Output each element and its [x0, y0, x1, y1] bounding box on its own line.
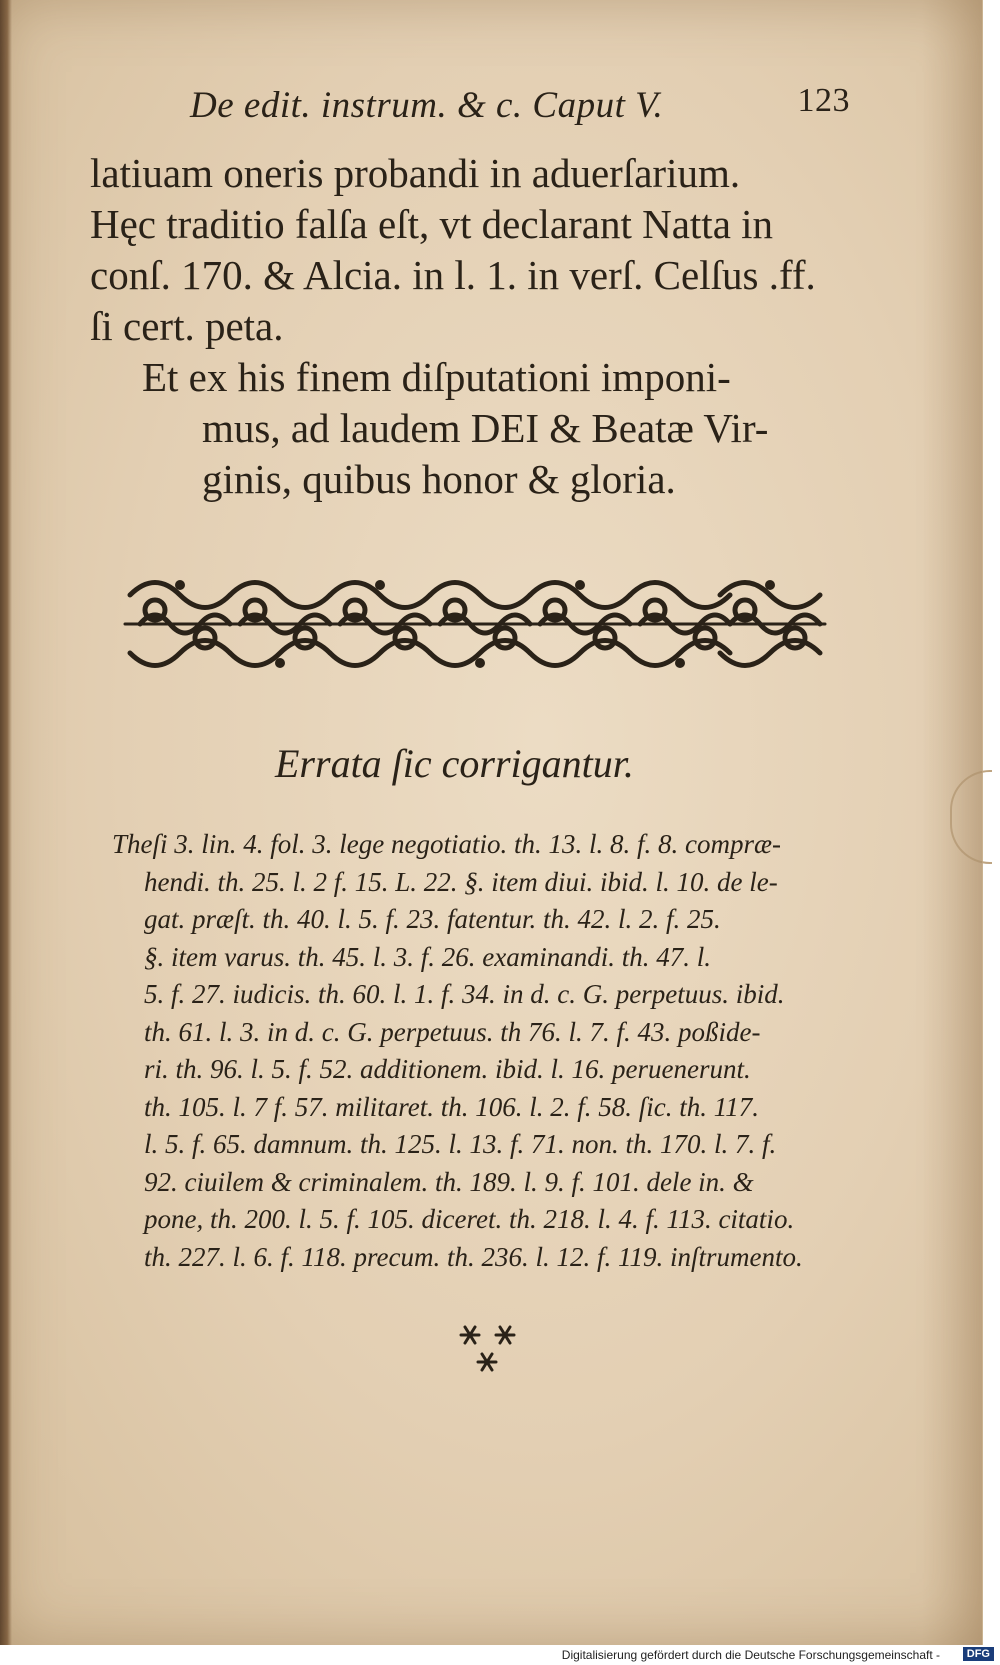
text-line: conſ. 170. & Alcia. in l. 1. in verſ. Celſus .ff.: [90, 252, 816, 298]
errata-line: pone, th. 200. l. 5. f. 105. diceret. th. 218. l. 4. f. 113. citatio.: [144, 1204, 795, 1234]
text-line: mus, ad laudem DEI & Beatæ Vir-: [202, 405, 769, 451]
page-spine-edge: [0, 0, 12, 1645]
main-text: [90, 148, 850, 505]
errata-line: 5. f. 27. iudicis. th. 60. l. 1. f. 34. in d. c. G. perpetuus. ibid.: [144, 979, 785, 1009]
errata-line: th. 61. l. 3. in d. c. G. perpetuus. th 76. l. 7. f. 43. poßide-: [144, 1016, 761, 1047]
running-header: [190, 84, 850, 127]
running-title: De edit. instrum. & c. Caput V.: [190, 85, 664, 126]
errata-line: ri. th. 96. l. 5. f. 52. additionem. ibid. l. 16. peruenerunt.: [144, 1054, 751, 1084]
errata-line: th. 227. l. 6. f. 118. precum. th. 236. l. 12. f. 119. inſtrumento.: [144, 1241, 803, 1272]
errata-line: 92. ciuilem & criminalem. th. 189. l. 9. f. 101. dele in. &: [144, 1166, 754, 1197]
text-line: ginis, quibus honor & gloria.: [202, 456, 676, 502]
digitization-footer: [0, 1645, 1000, 1665]
text-line: ſi cert. peta.: [90, 303, 284, 349]
errata-line: l. 5. f. 65. damnum. th. 125. l. 13. f. 71. non. th. 170. l. 7. f.: [144, 1129, 777, 1159]
errata-heading: Errata ſic corrigantur.: [275, 741, 634, 786]
errata-line: gat. præſt. th. 40. l. 5. f. 23. fatentur. th. 42. l. 2. f. 25.: [144, 904, 721, 934]
errata-line: hendi. th. 25. l. 2 f. 15. L. 22. §. item diui. ibid. l. 10. de le-: [144, 866, 778, 897]
funding-credit: Digitalisierung gefördert durch die Deutsche Forschungsgemeinschaft -: [561, 1648, 940, 1662]
page-number: 123: [797, 82, 850, 119]
text-line: Et ex his finem diſputationi imponi-: [142, 354, 731, 400]
dfg-logo: DFG: [963, 1647, 994, 1661]
errata-line: Theſi 3. lin. 4. fol. 3. lege negotiatio. th. 13. l. 8. f. 8. compræ-: [112, 829, 781, 859]
asterism-ornament: [455, 1320, 525, 1380]
errata-list: [112, 826, 862, 1276]
text-line: latiuam oneris probandi in aduerſarium.: [90, 150, 741, 196]
paragraph-1: [90, 148, 850, 352]
errata-line: §. item varus. th. 45. l. 3. f. 26. examinandi. th. 47. l.: [144, 941, 711, 972]
decorative-ornament-band: [120, 565, 830, 683]
text-line: Hęc traditio falſa eſt, vt declarant Natta in: [90, 201, 774, 247]
errata-line: th. 105. l. 7 f. 57. militaret. th. 106. l. 2. f. 58. ſic. th. 117.: [144, 1091, 759, 1122]
paragraph-2: [90, 352, 850, 505]
